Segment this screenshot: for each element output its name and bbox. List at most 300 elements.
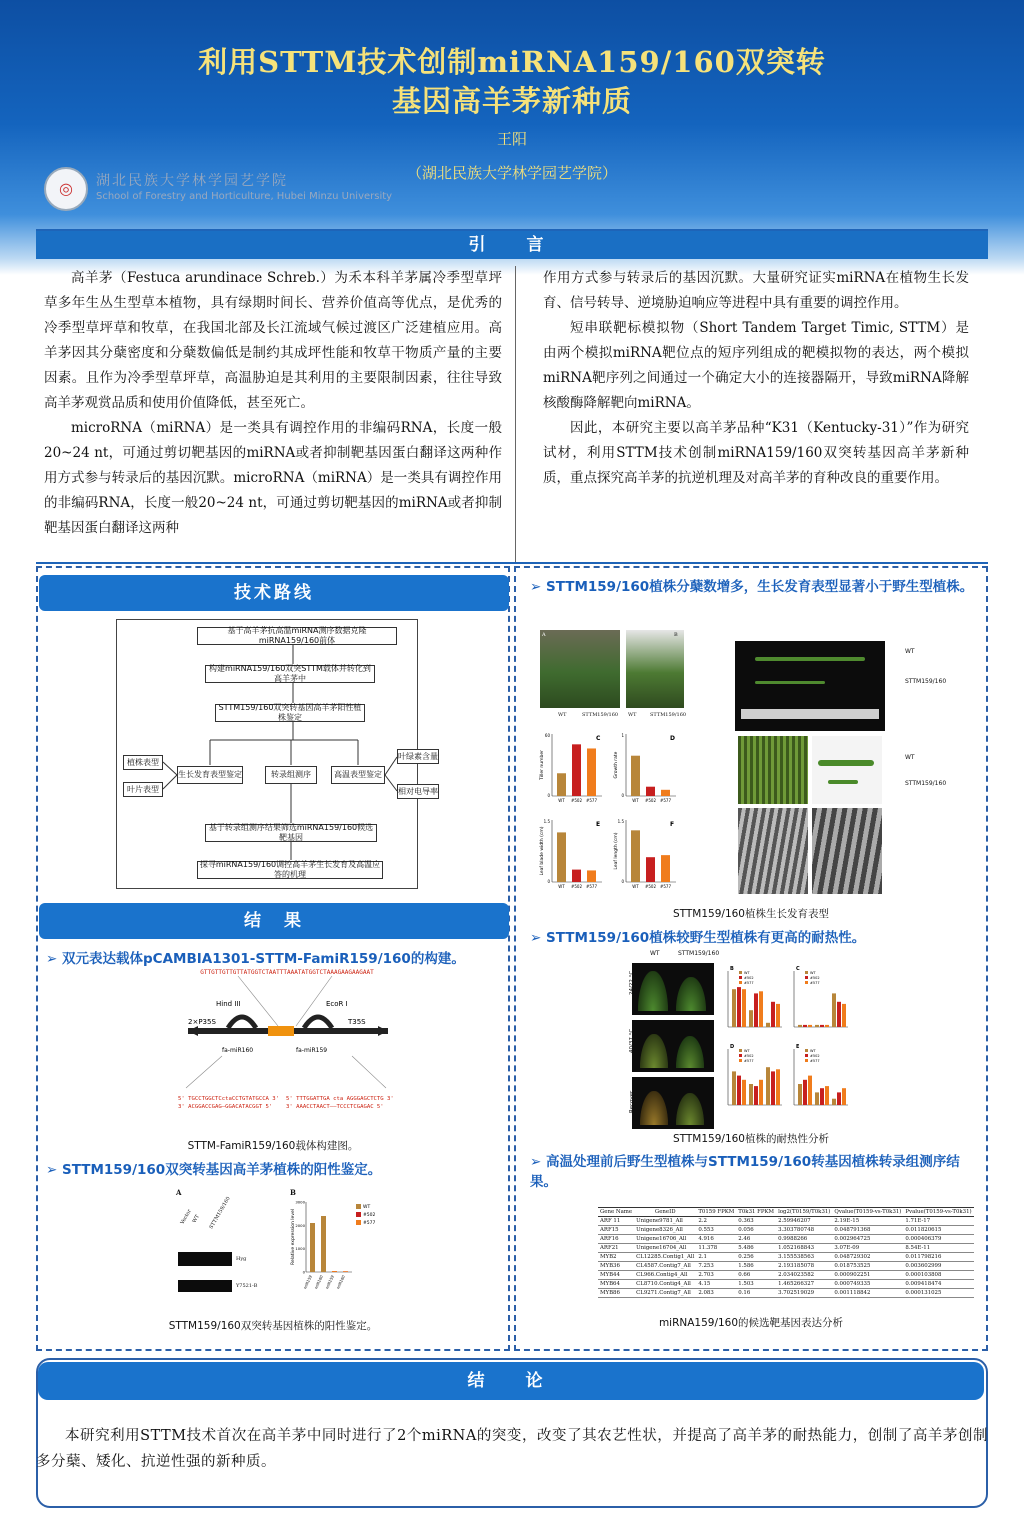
x-tick-label: #577 bbox=[586, 798, 597, 803]
heat-bar bbox=[837, 1092, 841, 1105]
intro-paragraph: 短串联靶标模拟物（Short Tandem Target Timic, STTM）是由两个模拟miRNA靶位点的短序列组成的靶模拟物的表达，两个模拟miRNA靶序列之间通过一个确定大小的连接器隔开，导致miRNA降解核酸酶降解靶向miRNA。 bbox=[543, 320, 969, 411]
table-cell: CL12285.Contig1_All bbox=[636, 1254, 695, 1260]
table-cell: 0.002964725 bbox=[832, 1235, 903, 1244]
result-bullet-1: ➢ 双元表达载体pCAMBIA1301-STTM-FamiR159/160的构建。 bbox=[46, 951, 465, 967]
table-cell: 0.553 bbox=[696, 1226, 736, 1235]
leaf-photo-c bbox=[812, 736, 882, 804]
seq-2a: 5' TTTGGATTGA cta AGGGAGCTCTG 3' bbox=[286, 1096, 394, 1102]
flow-step-mechanism: 探寻miRNA159/160调控高羊茅生长发育及高温应答的机理 bbox=[197, 861, 383, 879]
x-tick-label: #577 bbox=[660, 884, 671, 889]
result-bullet-5-text: 高温处理前后野生型植株与STTM159/160转基因植株转录组测序结果。 bbox=[530, 1154, 960, 1190]
heat-bar-charts bbox=[718, 963, 858, 1123]
table-cell: 2.59946207 bbox=[776, 1217, 832, 1226]
table-cell: 0.9988266 bbox=[776, 1235, 832, 1244]
heat-bar bbox=[837, 1002, 841, 1027]
heat-bar bbox=[749, 1010, 753, 1027]
table-cell: 2.46 bbox=[736, 1235, 776, 1244]
chart-panel-F bbox=[613, 819, 676, 889]
flow-step-clone: 基于高羊茅抗高温miRNA测序数据克隆miRNA159/160前体 bbox=[197, 627, 397, 645]
x-tick-label: #502 bbox=[645, 884, 656, 889]
table-cell: 2.083 bbox=[696, 1289, 736, 1298]
table-header-cell: Qvalue(T0159-vs-T0k31) bbox=[834, 1209, 902, 1215]
table-cell: 0.056 bbox=[736, 1226, 776, 1235]
leaf-photo-b bbox=[738, 736, 808, 804]
flow-step-identify: STTM159/160双突转基因高羊茅阳性植株鉴定 bbox=[215, 704, 365, 722]
phenotype-photo-b bbox=[626, 630, 684, 708]
y-axis-label: Leaf blade width (cm) bbox=[540, 826, 545, 876]
poster-title-line1: 利用STTM技术创制miRNA159/160双突转 bbox=[198, 45, 826, 79]
table-cell: MYB64 bbox=[598, 1280, 634, 1289]
table-cell: 2.193185078 bbox=[776, 1262, 832, 1271]
x-tick-label: #502 bbox=[571, 884, 582, 889]
y-axis-label: Relative expression level bbox=[291, 1209, 296, 1265]
legend-label: #577 bbox=[744, 981, 754, 985]
bar-#577 bbox=[661, 790, 670, 796]
y-tick-label: 1.5 bbox=[617, 819, 624, 824]
heat-bar bbox=[808, 1025, 812, 1027]
ecor1-label: EcoR I bbox=[326, 1000, 348, 1008]
y-tick-label: 2000 bbox=[295, 1222, 305, 1228]
table-row bbox=[598, 1280, 974, 1289]
heat-bar bbox=[771, 1002, 775, 1027]
table-cell: 0.048791368 bbox=[832, 1226, 903, 1235]
legend-swatch bbox=[739, 1059, 742, 1062]
heat-bar bbox=[754, 993, 758, 1027]
bar-WT bbox=[557, 832, 566, 882]
legend-swatch bbox=[356, 1220, 361, 1225]
legend-swatch bbox=[805, 1059, 808, 1062]
panel-letter: E bbox=[596, 821, 601, 828]
heat-bar bbox=[754, 1086, 758, 1105]
legend-label: WT bbox=[363, 1205, 371, 1210]
table-cell: 1.71E-17 bbox=[903, 1217, 973, 1226]
table-cell: 3.07E-09 bbox=[832, 1244, 903, 1253]
hind3-label: Hind III bbox=[216, 1000, 241, 1008]
legend-swatch bbox=[739, 1049, 742, 1052]
table-cell: 0.018753525 bbox=[832, 1262, 903, 1271]
pheno-wt-b: WT bbox=[628, 712, 637, 718]
fa-mir159-label: fa-miR159 bbox=[296, 1047, 328, 1054]
legend-label: #577 bbox=[744, 1059, 754, 1063]
table-cell: CL966.Contig4_All bbox=[634, 1271, 696, 1280]
panel-letter: E bbox=[796, 1044, 800, 1050]
gel-ref-band bbox=[178, 1280, 232, 1292]
x-tick-label: miR159 bbox=[324, 1274, 335, 1290]
table-header-cell: log2(T0159/T0k31) bbox=[778, 1209, 831, 1215]
heat-bar bbox=[803, 1025, 807, 1027]
table-cell: 0.011820615 bbox=[903, 1226, 973, 1235]
table-cell: 2.034023582 bbox=[776, 1271, 832, 1280]
legend-label: #577 bbox=[363, 1221, 376, 1226]
seq-2b: 3' AAACCTAACT——TCCCTCGAGAC 5' bbox=[286, 1104, 384, 1110]
y-axis-label: Leaf length (cm) bbox=[614, 832, 619, 870]
legend-label: WT bbox=[744, 971, 750, 975]
heat-chart-E bbox=[794, 1044, 848, 1105]
bar-WT bbox=[631, 756, 640, 796]
table-cell: CL9271.Contig7_All bbox=[634, 1289, 696, 1298]
table-row bbox=[598, 1235, 974, 1244]
phenotype-photos-left bbox=[540, 630, 730, 722]
table-cell: 8.54E-11 bbox=[903, 1244, 973, 1253]
table-cell: 3.702519029 bbox=[776, 1289, 832, 1298]
x-tick-label: WT bbox=[632, 884, 639, 889]
logo-mark: ◎ bbox=[59, 179, 73, 198]
table-header-cell: Gene Name bbox=[600, 1209, 633, 1215]
conclusion-heading: 结 论 bbox=[38, 1362, 984, 1400]
heat-bar bbox=[832, 993, 836, 1027]
leaf-c-label-wt: WT bbox=[905, 754, 915, 761]
table-cell: Unigene16704_All bbox=[634, 1244, 696, 1253]
table-cell: Unigene16706_All bbox=[634, 1235, 696, 1244]
heat-bar bbox=[749, 1084, 753, 1105]
university-logo bbox=[44, 167, 88, 211]
panel-letter: D bbox=[670, 735, 675, 742]
table-cell: 0.16 bbox=[736, 1289, 776, 1298]
legend-label: #577 bbox=[810, 981, 820, 985]
tech-route-heading: 技术路线 bbox=[39, 575, 509, 611]
table-cell: 0.66 bbox=[736, 1271, 776, 1280]
pheno-label-a: A bbox=[542, 632, 546, 638]
heat-wt-label: WT bbox=[650, 950, 660, 957]
panel-letter: C bbox=[596, 735, 601, 742]
flow-step-heat: 高温表型鉴定 bbox=[331, 766, 385, 784]
leaf-label-sttm: STTM159/160 bbox=[905, 678, 947, 685]
heat-bar bbox=[820, 1088, 824, 1105]
bar-WT-miR159 bbox=[310, 1223, 315, 1272]
table-cell: 1.503 bbox=[736, 1280, 776, 1289]
result-bullet-4: ➢ STTM159/160植株较野生型植株有更高的耐热性。 bbox=[530, 930, 866, 946]
gel-hyg-band bbox=[178, 1252, 232, 1266]
seq-1b: 3' ACGGACCGAG—GGACATACGGT 5' bbox=[178, 1104, 273, 1110]
table-cell: 2.19E-15 bbox=[832, 1217, 903, 1226]
table-cell: MYB86 bbox=[598, 1289, 634, 1298]
author: 王阳 bbox=[496, 130, 527, 148]
sem-photo-e bbox=[812, 808, 882, 894]
heat-bar bbox=[742, 989, 746, 1027]
table-cell: 0.000103808 bbox=[903, 1271, 973, 1280]
gel-lane-vector: Vector bbox=[179, 1208, 193, 1226]
legend-label: #502 bbox=[810, 976, 820, 980]
heat-bar bbox=[771, 1071, 775, 1105]
legend-swatch bbox=[739, 981, 742, 984]
result-bullet-5: ➢ 高温处理前后野生型植株与STTM159/160转基因植株转录组测序结果。 bbox=[530, 1154, 960, 1190]
heat-bar bbox=[825, 1025, 829, 1027]
x-tick-label: #577 bbox=[586, 884, 597, 889]
bar-#502 bbox=[646, 857, 655, 882]
table-cell: 0.000749335 bbox=[832, 1280, 903, 1289]
phenotype-caption: STTM159/160植株生长发育表型 bbox=[673, 908, 829, 920]
heat-bar bbox=[737, 1076, 741, 1105]
flow-step-transcriptome: 转录组测序 bbox=[265, 766, 317, 784]
heat-photo-stress bbox=[632, 1020, 714, 1072]
flow-step-chlorophyll: 叶绿素含量 bbox=[397, 749, 439, 764]
x-tick-label: WT bbox=[558, 798, 565, 803]
flow-step-growth: 生长发育表型鉴定 bbox=[177, 766, 243, 784]
heat-bar bbox=[759, 991, 763, 1027]
heat-bar bbox=[808, 1076, 812, 1105]
heat-bar bbox=[815, 1092, 819, 1105]
panel-letter: C bbox=[796, 966, 800, 972]
table-header-row bbox=[598, 1208, 974, 1217]
bar-#502 bbox=[646, 787, 655, 796]
table-cell: 3.303780748 bbox=[776, 1226, 832, 1235]
table-cell: 0.001118842 bbox=[832, 1289, 903, 1298]
heat-row-label-stress: 40/37 °C bbox=[629, 1028, 635, 1053]
candidate-gene-table bbox=[598, 1207, 974, 1298]
gel-panel-b-label: B bbox=[290, 1188, 296, 1197]
result-bullet-1-text: 双元表达载体pCAMBIA1301-STTM-FamiR159/160的构建。 bbox=[62, 951, 465, 967]
gel-panel-a-label: A bbox=[176, 1188, 182, 1197]
panel-letter: F bbox=[670, 821, 675, 828]
legend-label: #502 bbox=[744, 976, 754, 980]
intro-heading: 引 言 bbox=[36, 231, 988, 259]
pheno-sttm-a: STTM159/160 bbox=[582, 712, 619, 718]
chart-panel-C bbox=[539, 733, 602, 803]
heat-chart-C bbox=[794, 966, 848, 1027]
heat-sttm-label: STTM159/160 bbox=[678, 950, 720, 957]
affiliation: （湖北民族大学林学园艺学院） bbox=[406, 164, 617, 182]
heat-bar bbox=[798, 1025, 802, 1027]
legend-label: WT bbox=[744, 1049, 750, 1053]
panel-letter: B bbox=[730, 966, 734, 972]
heat-photo-header bbox=[620, 950, 720, 962]
pheno-wt-a: WT bbox=[558, 712, 567, 718]
legend-label: #502 bbox=[363, 1213, 376, 1218]
table-cell: MYB36 bbox=[598, 1262, 634, 1271]
table-cell: 11.378 bbox=[696, 1244, 736, 1253]
legend-swatch bbox=[739, 971, 742, 974]
leaf-photo-a bbox=[735, 641, 885, 731]
y-axis-label: Tiller number bbox=[540, 750, 545, 780]
heat-bar bbox=[776, 1069, 780, 1105]
table-row bbox=[598, 1217, 974, 1226]
table-cell: 4.916 bbox=[696, 1235, 736, 1244]
logo-text-cn: 湖北民族大学林学园艺学院 bbox=[96, 173, 288, 189]
result-bullet-2-text: STTM159/160双突转基因高羊茅植株的阳性鉴定。 bbox=[62, 1162, 382, 1178]
table-cell: ARF16 bbox=[598, 1235, 634, 1244]
result-bullet-2: ➢ STTM159/160双突转基因高羊茅植株的阳性鉴定。 bbox=[46, 1162, 382, 1178]
y-tick-label: 1 bbox=[621, 733, 624, 738]
table-row bbox=[598, 1226, 974, 1235]
bar-#577-miR159 bbox=[332, 1271, 337, 1272]
gel-lane-wt: WT bbox=[191, 1213, 201, 1225]
table-cell: 1.586 bbox=[736, 1262, 776, 1271]
gene-table-wrap bbox=[598, 1207, 972, 1298]
y-tick-label: 1.5 bbox=[543, 819, 550, 824]
table-cell: ARF15 bbox=[598, 1226, 634, 1235]
positive-identification-caption: STTM159/160双突转基因植株的阳性鉴定。 bbox=[168, 1320, 378, 1332]
heat-bar bbox=[766, 1023, 770, 1027]
x-tick-label: miR160 bbox=[313, 1274, 324, 1290]
flow-step-conductivity: 相对电导率 bbox=[397, 784, 439, 799]
table-row bbox=[598, 1271, 974, 1280]
expression-bar-chart bbox=[290, 1196, 390, 1314]
table-cell: 7.253 bbox=[696, 1262, 736, 1271]
table-header-cell: Pvalue(T0159-vs-T0k31) bbox=[905, 1209, 972, 1215]
x-tick-label: #577 bbox=[660, 798, 671, 803]
table-cell: 0.363 bbox=[736, 1217, 776, 1226]
legend-swatch bbox=[805, 1049, 808, 1052]
table-row bbox=[598, 1262, 974, 1271]
heat-bar bbox=[825, 1086, 829, 1105]
flow-arrows bbox=[117, 620, 417, 888]
table-header-cell: T0k31 FPKM bbox=[738, 1209, 775, 1215]
bar-#502 bbox=[572, 744, 581, 796]
table-cell: 2.703 bbox=[696, 1271, 736, 1280]
heat-caption: STTM159/160植株的耐热性分析 bbox=[673, 1133, 829, 1145]
heat-bar bbox=[766, 1067, 770, 1105]
leaf-label-wt: WT bbox=[905, 648, 915, 655]
heat-chart-D bbox=[728, 1044, 782, 1105]
heat-bar bbox=[732, 989, 736, 1027]
gel-lane-sttm: STTM159/160 bbox=[208, 1195, 232, 1231]
heat-bar bbox=[742, 1080, 746, 1105]
y-tick-label: 0 bbox=[302, 1269, 305, 1275]
phenotype-bar-charts bbox=[538, 730, 688, 902]
legend-swatch bbox=[805, 976, 808, 979]
table-cell: 3.155538563 bbox=[776, 1253, 832, 1262]
table-header-cell: GeneID bbox=[634, 1208, 696, 1217]
table-cell: 0.009418474 bbox=[903, 1280, 973, 1289]
heat-photo-recover bbox=[632, 1077, 714, 1129]
y-tick-label: 3000 bbox=[295, 1199, 305, 1205]
table-cell: 2.1 bbox=[696, 1253, 736, 1262]
heat-bar bbox=[820, 1025, 824, 1027]
intro-column-divider bbox=[515, 266, 516, 562]
result-bullet-3-text: STTM159/160植株分蘖数增多，生长发育表型显著小于野生型植株。 bbox=[546, 579, 974, 595]
heat-bar bbox=[732, 1071, 736, 1105]
table-cell: 0.256 bbox=[736, 1253, 776, 1262]
intro-left-column bbox=[44, 266, 502, 541]
y-tick-label: 0 bbox=[547, 793, 550, 798]
bar-#577 bbox=[587, 748, 596, 796]
bar-#577-miR160 bbox=[343, 1271, 348, 1272]
legend-label: #502 bbox=[744, 1054, 754, 1058]
table-header-cell: T0159 FPKM bbox=[698, 1209, 735, 1215]
sem-photo-d bbox=[738, 808, 808, 894]
table-cell: 0.048729302 bbox=[832, 1253, 903, 1262]
x-tick-label: #502 bbox=[645, 798, 656, 803]
table-cell: 5.486 bbox=[736, 1244, 776, 1253]
heat-row-label-control: 24/22 °C bbox=[629, 970, 635, 995]
heat-bar bbox=[759, 1080, 763, 1105]
table-cell: 1.465266327 bbox=[776, 1280, 832, 1289]
pheno-label-b: B bbox=[674, 632, 678, 638]
chart-panel-D bbox=[613, 733, 676, 803]
table-cell: CL4587.Contig7_All bbox=[634, 1262, 696, 1271]
gel-ref-label: Y7521-B bbox=[236, 1283, 258, 1289]
y-tick-label: 0 bbox=[621, 879, 624, 884]
conclusion-text: 本研究利用STTM技术首次在高羊茅中同时进行了2个miRNA的突变，改变了其农艺性状，并提高了高羊茅的耐热能力，创制了高羊茅创制多分蘖、矮化、抗逆性强的新种质。 bbox=[36, 1428, 988, 1470]
t35s-label: T35S bbox=[348, 1018, 366, 1026]
gel-hyg-label: Hyg bbox=[236, 1256, 247, 1262]
legend-swatch bbox=[805, 981, 808, 984]
heat-bar bbox=[776, 1004, 780, 1027]
result-bullet-3: ➢ STTM159/160植株分蘖数增多，生长发育表型显著小于野生型植株。 bbox=[530, 579, 974, 595]
table-cell: MYB2 bbox=[598, 1253, 634, 1262]
chart-panel-E bbox=[539, 819, 602, 889]
intro-paragraph: microRNA（miRNA）是一类具有调控作用的非编码RNA，长度一般20~24 nt，可通过剪切靶基因的miRNA或者抑制靶基因蛋白翻译这两种作用方式参与转录后的基因沉默。microRNA（miRNA）是一类具有调控作用的非编码RNA，长度一般20~24 nt，可通过剪切靶基因的miRNA或者抑制靶基因蛋白翻译这两种 bbox=[44, 420, 502, 536]
table-cell: CL8710.Contig4_All bbox=[634, 1280, 696, 1289]
flow-step-plant-pheno: 植株表型 bbox=[123, 755, 163, 770]
legend-swatch bbox=[739, 976, 742, 979]
x-tick-label: miR160 bbox=[335, 1274, 346, 1290]
table-cell: Unigene8326_All bbox=[634, 1226, 696, 1235]
table-row bbox=[598, 1244, 974, 1253]
y-axis-label: Growth rate bbox=[614, 751, 619, 779]
bar-WT bbox=[631, 830, 640, 882]
legend-swatch bbox=[805, 971, 808, 974]
bar-#577 bbox=[587, 870, 596, 882]
table-cell: 2.2 bbox=[696, 1217, 736, 1226]
vector-construct-diagram bbox=[172, 966, 402, 1116]
result-bullet-4-text: STTM159/160植株较野生型植株有更高的耐热性。 bbox=[546, 930, 866, 946]
positive-identification-figure bbox=[172, 1186, 392, 1316]
heat-bar bbox=[798, 1084, 802, 1105]
table-cell: 0.000406379 bbox=[903, 1235, 973, 1244]
heat-photo-control bbox=[632, 963, 714, 1015]
phenotype-photo-a bbox=[540, 630, 620, 708]
bar-WT bbox=[557, 773, 566, 796]
x-tick-label: #502 bbox=[571, 798, 582, 803]
heat-row-label-recover: Recover bbox=[629, 1090, 635, 1113]
vector-seq-top: GTTGTTGTTGTTATGGTCTAATTTAAATATGGTCTAAAGAAGAAGAAT bbox=[200, 969, 374, 976]
intro-paragraph: 作用方式参与转录后的基因沉默。大量研究证实miRNA在植物生长发育、信号转导、逆境胁迫响应等进程中具有重要的调控作用。 bbox=[543, 270, 969, 311]
poster-title-line2: 基因高羊茅新种质 bbox=[391, 84, 632, 118]
heat-bar bbox=[815, 1025, 819, 1027]
legend-label: WT bbox=[810, 1049, 816, 1053]
table-cell: 4.15 bbox=[696, 1280, 736, 1289]
heat-bar bbox=[842, 1004, 846, 1027]
y-tick-label: 60 bbox=[544, 733, 550, 738]
y-tick-label: 1000 bbox=[295, 1246, 305, 1252]
x-tick-label: WT bbox=[558, 884, 565, 889]
leaf-c-label-sttm: STTM159/160 bbox=[905, 780, 947, 787]
flow-step-leaf-pheno: 叶片表型 bbox=[123, 782, 163, 797]
heat-bar bbox=[803, 1080, 807, 1105]
results-heading: 结 果 bbox=[39, 903, 509, 939]
tech-route-flowchart bbox=[116, 619, 438, 889]
x-tick-label: miR159 bbox=[302, 1274, 313, 1290]
gene-table-caption: miRNA159/160的候选靶基因表达分析 bbox=[658, 1317, 844, 1329]
flow-step-targets: 基于转录组测序结果筛选miRNA159/160候选靶基因 bbox=[205, 824, 377, 842]
section-rule bbox=[36, 562, 988, 564]
heat-bar bbox=[842, 1088, 846, 1105]
heat-bar bbox=[832, 1099, 836, 1105]
seq-1a: 5' TGCCTGGCTCctaCCTGTATGCCA 3' bbox=[178, 1096, 280, 1102]
table-row bbox=[598, 1289, 974, 1298]
legend-label: #577 bbox=[810, 1059, 820, 1063]
table-row bbox=[598, 1253, 974, 1262]
table-cell: 0.000131025 bbox=[903, 1289, 973, 1298]
table-cell: ARF21 bbox=[598, 1244, 634, 1253]
legend-label: WT bbox=[810, 971, 816, 975]
legend-swatch bbox=[805, 1054, 808, 1057]
pheno-sttm-b: STTM159/160 bbox=[650, 712, 687, 718]
table-cell: 0.003602999 bbox=[903, 1262, 973, 1271]
legend-swatch bbox=[739, 1054, 742, 1057]
table-cell: ARF 11 bbox=[598, 1217, 634, 1226]
bar-#502 bbox=[572, 870, 581, 882]
intro-paragraph: 高羊茅（Festuca arundinace Schreb.）为禾本科羊茅属冷季型草坪草多年生丛生型草本植物，具有绿期时间长、营养价值高等优点，是优秀的冷季型草坪草和牧草，在我国北部及长江流域气候过渡区广泛建植应用。高羊茅因其分蘖密度和分蘖数偏低是制约其成坪性能和牧草干物质产量的主要因素。且作为冷季型草坪草，高温胁迫是其利用的主要限制因素，往往导致高羊茅观赏品质和使用价值降低，甚至死亡。 bbox=[44, 270, 502, 411]
flow-step-vector: 构建miRNA159/160双突STTM载体并转化到高羊茅中 bbox=[205, 665, 375, 683]
legend-swatch bbox=[356, 1212, 361, 1217]
table-cell: MYB44 bbox=[598, 1271, 634, 1280]
x-tick-label: WT bbox=[632, 798, 639, 803]
logo-text-en: School of Forestry and Horticulture, Hubei Minzu University bbox=[96, 191, 393, 202]
table-cell: 0.000902251 bbox=[832, 1271, 903, 1280]
panel-letter: D bbox=[730, 1044, 735, 1050]
